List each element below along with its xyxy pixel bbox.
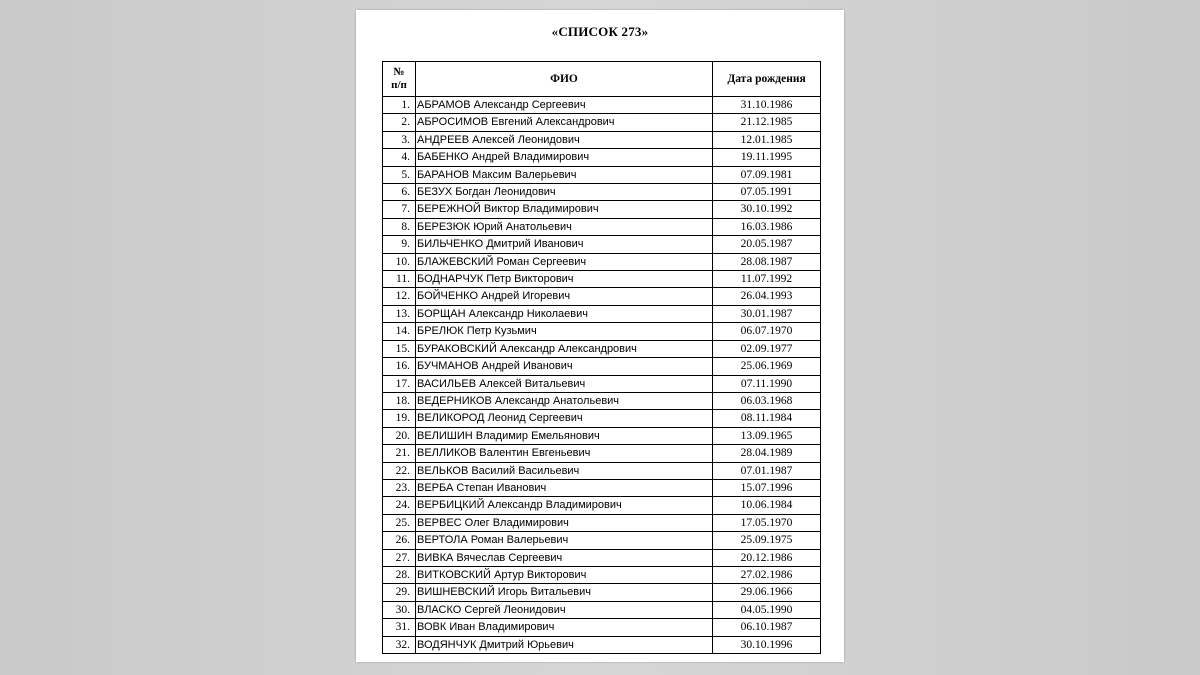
full-name: АБРАМОВ Александр Сергеевич [416, 97, 713, 114]
birth-date: 30.10.1992 [713, 201, 821, 218]
birth-date: 06.07.1970 [713, 323, 821, 340]
birth-date: 07.11.1990 [713, 375, 821, 392]
full-name: ВОДЯНЧУК Дмитрий Юрьевич [416, 636, 713, 653]
table-row [383, 601, 821, 618]
full-name: ВЕРВЕС Олег Владимирович [416, 514, 713, 531]
table-row [383, 410, 821, 427]
birth-date: 02.09.1977 [713, 340, 821, 357]
row-number: 25. [383, 514, 416, 531]
column-header-number-label: № п/п [391, 66, 407, 91]
full-name: ВЕДЕРНИКОВ Александр Анатольевич [416, 392, 713, 409]
row-number: 9. [383, 236, 416, 253]
full-name: БАБЕНКО Андрей Владимирович [416, 149, 713, 166]
birth-date: 20.12.1986 [713, 549, 821, 566]
row-number: 10. [383, 253, 416, 270]
birth-date: 30.10.1996 [713, 636, 821, 653]
table-body [383, 97, 821, 654]
table-row [383, 636, 821, 653]
row-number: 28. [383, 566, 416, 583]
birth-date: 21.12.1985 [713, 114, 821, 131]
row-number: 32. [383, 636, 416, 653]
full-name: АНДРЕЕВ Алексей Леонидович [416, 131, 713, 148]
row-number: 5. [383, 166, 416, 183]
full-name: БУЧМАНОВ Андрей Иванович [416, 358, 713, 375]
full-name: ВЕРБА Степан Иванович [416, 479, 713, 496]
table-row [383, 358, 821, 375]
row-number: 8. [383, 218, 416, 235]
row-number: 24. [383, 497, 416, 514]
birth-date: 28.08.1987 [713, 253, 821, 270]
table-row [383, 532, 821, 549]
full-name: БЛАЖЕВСКИЙ Роман Сергеевич [416, 253, 713, 270]
row-number: 21. [383, 445, 416, 462]
birth-date: 25.06.1969 [713, 358, 821, 375]
birth-date: 15.07.1996 [713, 479, 821, 496]
row-number: 12. [383, 288, 416, 305]
table-row [383, 271, 821, 288]
row-number: 31. [383, 619, 416, 636]
full-name: ВОВК Иван Владимирович [416, 619, 713, 636]
birth-date: 20.05.1987 [713, 236, 821, 253]
row-number: 30. [383, 601, 416, 618]
table-row [383, 619, 821, 636]
birth-date: 07.01.1987 [713, 462, 821, 479]
table-header-row [383, 62, 821, 97]
birth-date: 11.07.1992 [713, 271, 821, 288]
full-name: БОЙЧЕНКО Андрей Игоревич [416, 288, 713, 305]
birth-date: 28.04.1989 [713, 445, 821, 462]
row-number: 6. [383, 184, 416, 201]
birth-date: 13.09.1965 [713, 427, 821, 444]
table-row [383, 166, 821, 183]
birth-date: 12.01.1985 [713, 131, 821, 148]
table-row [383, 445, 821, 462]
birth-date: 31.10.1986 [713, 97, 821, 114]
full-name: БЕЗУХ Богдан Леонидович [416, 184, 713, 201]
row-number: 29. [383, 584, 416, 601]
table-row [383, 184, 821, 201]
birth-date: 07.09.1981 [713, 166, 821, 183]
row-number: 19. [383, 410, 416, 427]
table-row [383, 340, 821, 357]
full-name: ВЕРТОЛА Роман Валерьевич [416, 532, 713, 549]
full-name: ВЕЛЬКОВ Василий Васильевич [416, 462, 713, 479]
table-row [383, 497, 821, 514]
full-name: БОДНАРЧУК Петр Викторович [416, 271, 713, 288]
table-row [383, 305, 821, 322]
full-name: БАРАНОВ Максим Валерьевич [416, 166, 713, 183]
column-header-birth-date: Дата рождения [713, 62, 821, 97]
table-row [383, 218, 821, 235]
full-name: БУРАКОВСКИЙ Александр Александрович [416, 340, 713, 357]
row-number: 14. [383, 323, 416, 340]
table-row [383, 131, 821, 148]
row-number: 13. [383, 305, 416, 322]
table-row [383, 479, 821, 496]
row-number: 1. [383, 97, 416, 114]
document-page [356, 10, 844, 662]
birth-date: 10.06.1984 [713, 497, 821, 514]
birth-date: 06.03.1968 [713, 392, 821, 409]
table-row [383, 114, 821, 131]
table-row [383, 375, 821, 392]
birth-date: 30.01.1987 [713, 305, 821, 322]
row-number: 7. [383, 201, 416, 218]
birth-date: 26.04.1993 [713, 288, 821, 305]
birth-date: 06.10.1987 [713, 619, 821, 636]
full-name: ВАСИЛЬЕВ Алексей Витальевич [416, 375, 713, 392]
birth-date: 19.11.1995 [713, 149, 821, 166]
row-number: 16. [383, 358, 416, 375]
table-row [383, 149, 821, 166]
row-number: 15. [383, 340, 416, 357]
row-number: 3. [383, 131, 416, 148]
birth-date: 27.02.1986 [713, 566, 821, 583]
birth-date: 16.03.1986 [713, 218, 821, 235]
table-row [383, 253, 821, 270]
table-row [383, 97, 821, 114]
row-number: 22. [383, 462, 416, 479]
row-number: 18. [383, 392, 416, 409]
table-row [383, 549, 821, 566]
table-row [383, 288, 821, 305]
row-number: 11. [383, 271, 416, 288]
table-row [383, 201, 821, 218]
full-name: ВЕЛЛИКОВ Валентин Евгеньевич [416, 445, 713, 462]
birth-date: 17.05.1970 [713, 514, 821, 531]
table-row [383, 427, 821, 444]
full-name: ВИТКОВСКИЙ Артур Викторович [416, 566, 713, 583]
row-number: 4. [383, 149, 416, 166]
document-title: «СПИСОК 273» [551, 24, 649, 39]
row-number: 17. [383, 375, 416, 392]
table-row [383, 566, 821, 583]
column-header-fio: ФИО [416, 62, 713, 97]
column-header-number [383, 62, 416, 97]
full-name: БЕРЕЗЮК Юрий Анатольевич [416, 218, 713, 235]
full-name: БИЛЬЧЕНКО Дмитрий Иванович [416, 236, 713, 253]
birth-date: 07.05.1991 [713, 184, 821, 201]
birth-date: 29.06.1966 [713, 584, 821, 601]
table-row [383, 392, 821, 409]
names-table [382, 61, 821, 654]
row-number: 26. [383, 532, 416, 549]
row-number: 20. [383, 427, 416, 444]
full-name: ВЕЛИКОРОД Леонид Сергеевич [416, 410, 713, 427]
row-number: 27. [383, 549, 416, 566]
birth-date: 08.11.1984 [713, 410, 821, 427]
full-name: ВИШНЕВСКИЙ Игорь Витальевич [416, 584, 713, 601]
table-row [383, 514, 821, 531]
full-name: БРЕЛЮК Петр Кузьмич [416, 323, 713, 340]
full-name: ВЕРБИЦКИЙ Александр Владимирович [416, 497, 713, 514]
full-name: ВЕЛИШИН Владимир Емельянович [416, 427, 713, 444]
table-row [383, 462, 821, 479]
table-row [383, 236, 821, 253]
full-name: ВЛАСКО Сергей Леонидович [416, 601, 713, 618]
birth-date: 25.09.1975 [713, 532, 821, 549]
full-name: БЕРЕЖНОЙ Виктор Владимирович [416, 201, 713, 218]
full-name: АБРОСИМОВ Евгений Александрович [416, 114, 713, 131]
full-name: ВИВКА Вячеслав Сергеевич [416, 549, 713, 566]
table-row [383, 584, 821, 601]
row-number: 23. [383, 479, 416, 496]
full-name: БОРЩАН Александр Николаевич [416, 305, 713, 322]
birth-date: 04.05.1990 [713, 601, 821, 618]
row-number: 2. [383, 114, 416, 131]
table-row [383, 323, 821, 340]
